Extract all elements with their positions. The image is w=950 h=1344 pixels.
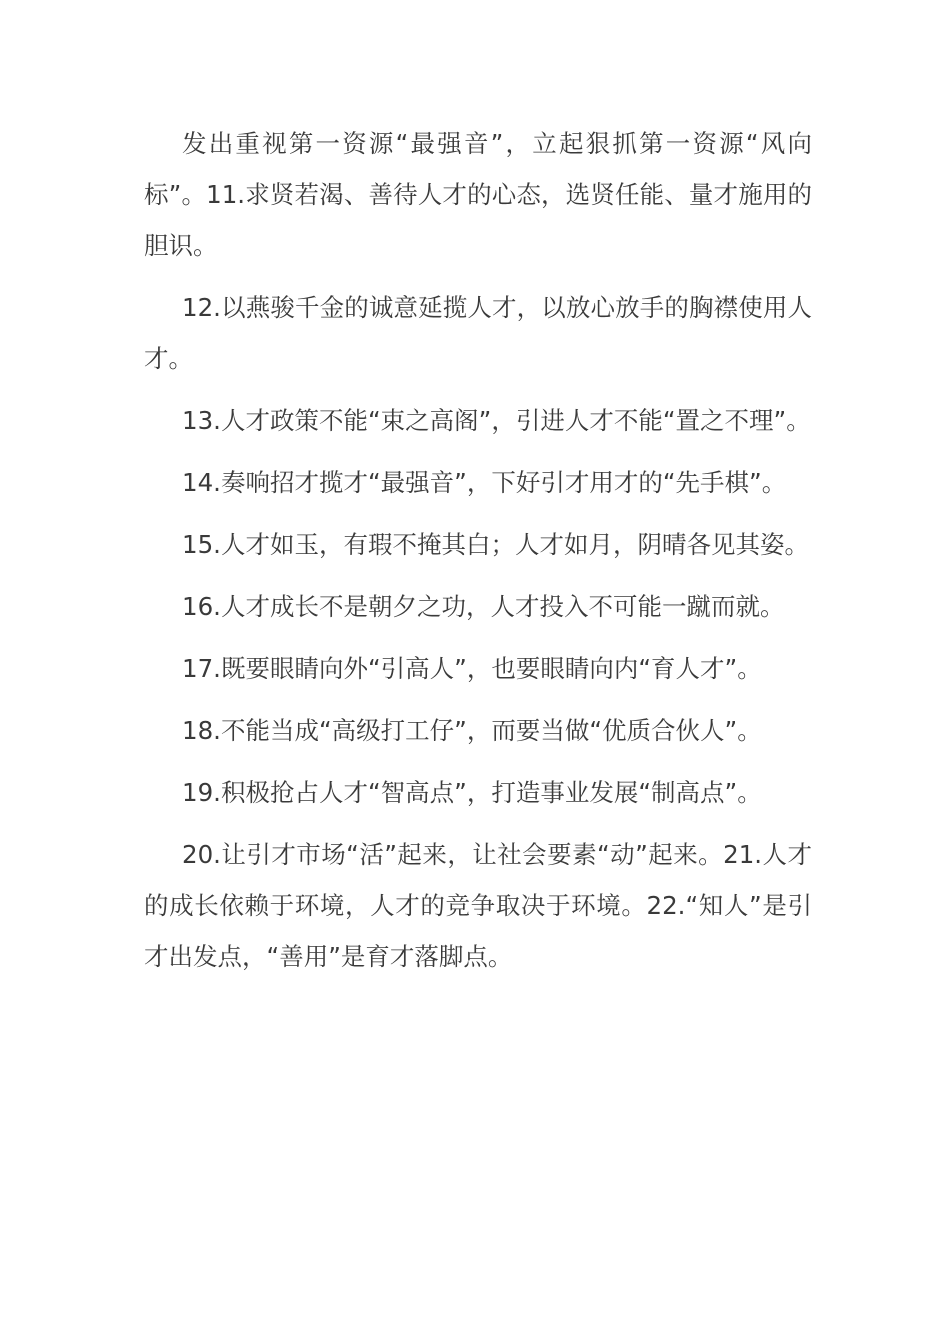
paragraph-5: 15.人才如玉，有瑕不掩其白；人才如月，阴晴各见其姿。 (182, 530, 809, 559)
document-body (144, 118, 812, 993)
paragraph-8: 18.不能当成“高级打工仔”，而要当做“优质合伙人”。 (182, 716, 762, 745)
paragraph-2: 12.以燕骏千金的诚意延揽人才，以放心放手的胸襟使用人才。 (144, 293, 812, 373)
paragraph-3: 13.人才政策不能“束之高阁”，引进人才不能“置之不理”。 (182, 406, 811, 435)
paragraph-7: 17.既要眼睛向外“引高人”，也要眼睛向内“育人才”。 (182, 654, 762, 683)
paragraph-10: 20.让引才市场“活”起来，让社会要素“动”起来。21.人才的成长依赖于环境，人才的竞争取决于环境。22.“知人”是引才出发点，“善用”是育才落脚点。 (144, 840, 812, 971)
paragraph-4: 14.奏响招才揽才“最强音”，下好引才用才的“先手棋”。 (182, 468, 787, 497)
paragraph-9: 19.积极抢占人才“智高点”，打造事业发展“制高点”。 (182, 778, 762, 807)
paragraph-1: 发出重视第一资源“最强音”，立起狠抓第一资源“风向标”。11.求贤若渴、善待人才的心态，选贤任能、量才施用的胆识。 (144, 129, 812, 260)
paragraph-6: 16.人才成长不是朝夕之功，人才投入不可能一蹴而就。 (182, 592, 785, 621)
